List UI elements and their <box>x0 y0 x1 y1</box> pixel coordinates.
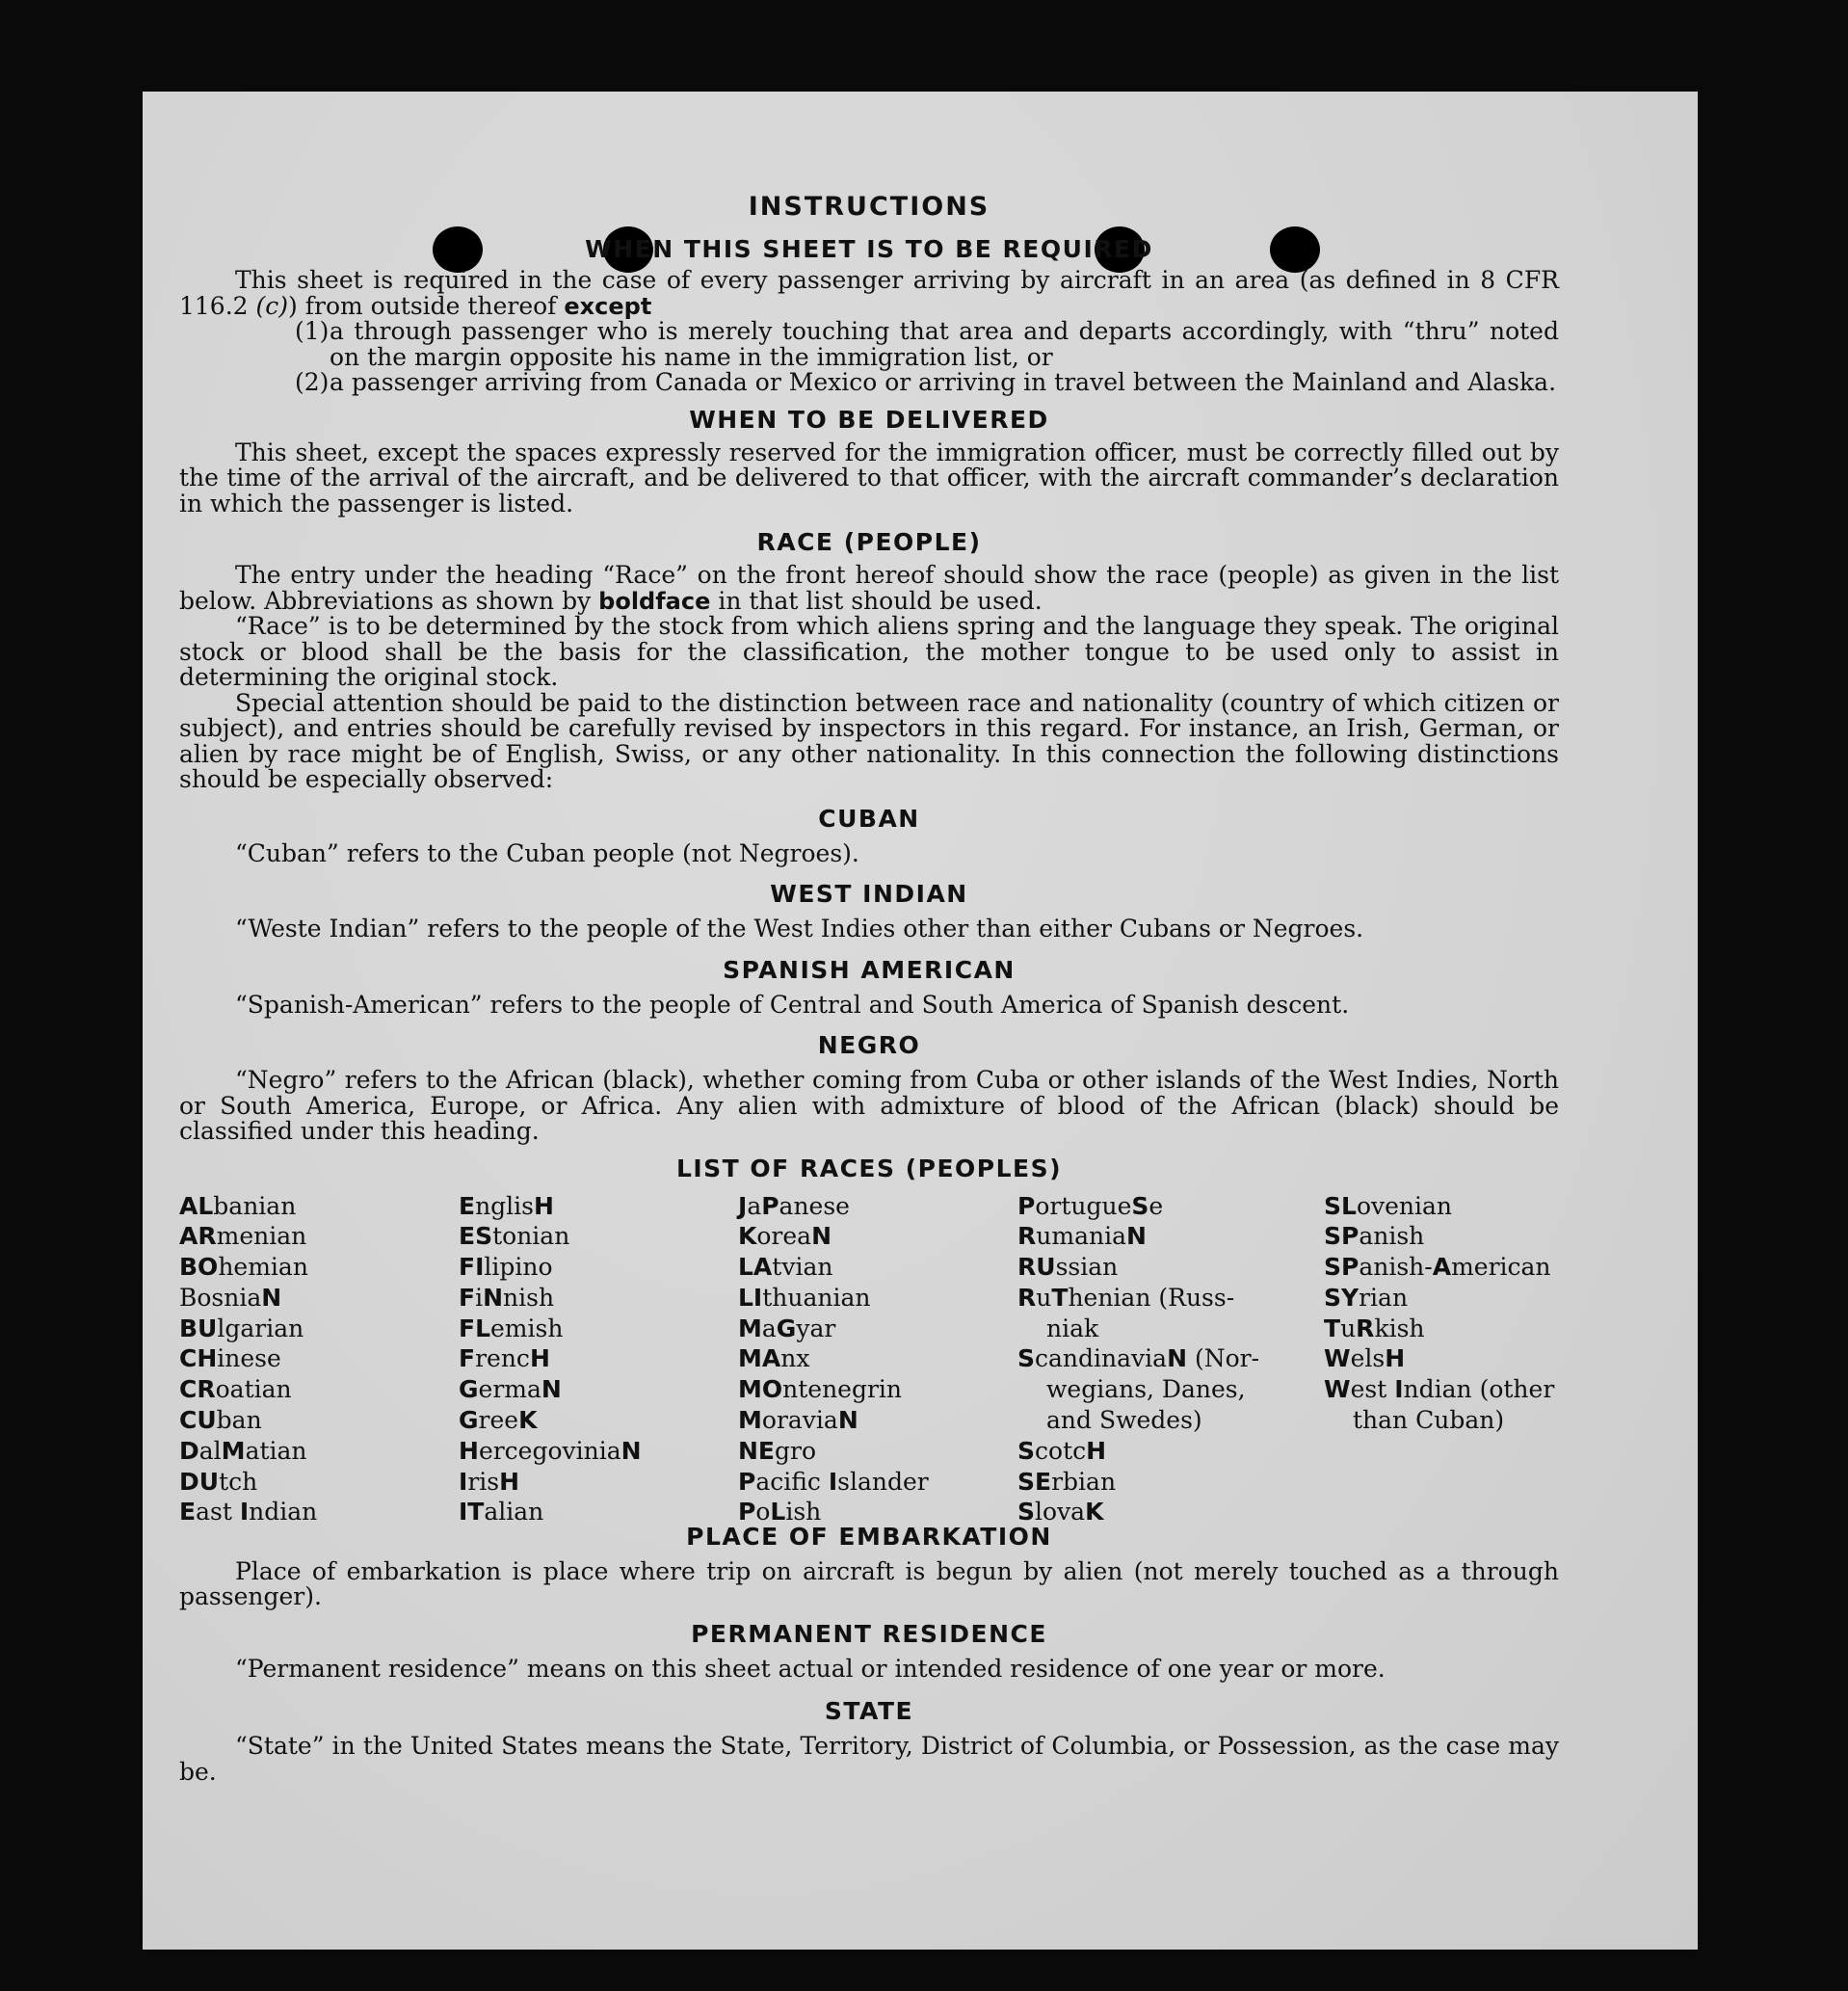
race-column-2 <box>459 1191 642 1528</box>
race-entry: RumaniaN <box>1017 1222 1147 1251</box>
race-entry: CUban <box>179 1406 262 1435</box>
race-entry: SlovaK <box>1017 1498 1104 1526</box>
race-entry: ScandinaviaN (Nor- <box>1017 1344 1260 1373</box>
race-entry: FIlipino <box>459 1253 553 1282</box>
race-entry: FiNnish <box>459 1283 555 1312</box>
heading-spanish-american: SPANISH AMERICAN <box>723 955 1016 984</box>
paragraph-cuban: “Cuban” refers to the Cuban people (not Negroes). <box>235 838 859 867</box>
race-entry: LIthuanian <box>738 1283 871 1312</box>
race-entry: RuThenian (Russ- <box>1017 1283 1235 1312</box>
race-entry: TuRkish <box>1324 1314 1425 1342</box>
paragraph-spanish-american: “Spanish-American” refers to the people of Central and South America of Spanish descent. <box>235 990 1350 1019</box>
heading-when-required: WHEN THIS SHEET IS TO BE REQUIRED <box>585 235 1153 263</box>
race-entry: SYrian <box>1324 1283 1409 1312</box>
heading-state: STATE <box>824 1697 914 1725</box>
exception-item-1: (1)a through passenger who is merely touching that area and departs accordingly, with “thru” noted on the margin opposite his name in the immigration list, or <box>295 317 1559 371</box>
page-title: INSTRUCTIONS <box>748 192 990 222</box>
race-entry: BUlgarian <box>179 1314 304 1342</box>
heading-embarkation: PLACE OF EMBARKATION <box>686 1522 1052 1551</box>
race-entry: SPanish-American <box>1324 1253 1551 1282</box>
race-entry: wegians, Danes, <box>1046 1375 1246 1404</box>
race-entry: IrisH <box>459 1467 520 1496</box>
heading-cuban: CUBAN <box>818 804 920 833</box>
race-entry: and Swedes) <box>1046 1406 1202 1435</box>
race-entry: East Indian <box>179 1498 318 1526</box>
race-entry: KoreaN <box>738 1222 832 1251</box>
heading-race: RACE (PEOPLE) <box>756 528 982 556</box>
race-entry: GreeK <box>459 1406 538 1435</box>
paragraph-negro: “Negro” refers to the African (black), whether coming from Cuba or other islands of the West Indies, North or South America, Europe, or Africa. Any alien with admixture of blood of the African (black) should be classified under this heading. <box>179 1066 1559 1145</box>
paragraph-permanent-residence: “Permanent residence” means on this sheet actual or intended residence of one year or more. <box>235 1654 1386 1683</box>
race-column-5 <box>1324 1191 1554 1436</box>
race-entry: MoraviaN <box>738 1406 858 1435</box>
race-entry: EStonian <box>459 1222 570 1251</box>
paragraph-when-required: This sheet is required in the case of every passenger arriving by aircraft in an area (as defined in 8 CFR 116.2 (c)) from outside thereof except <box>179 266 1559 320</box>
race-entry: SPanish <box>1324 1222 1425 1251</box>
heading-permanent-residence: PERMANENT RESIDENCE <box>691 1619 1047 1648</box>
race-column-1 <box>179 1191 317 1528</box>
race-entry: CHinese <box>179 1344 281 1373</box>
heading-negro: NEGRO <box>817 1031 921 1059</box>
race-entry: BosniaN <box>179 1283 282 1312</box>
paragraph-race-1: The entry under the heading “Race” on the front hereof should show the race (people) as given in the list below. Abbreviations as shown by boldface in that list should be used. <box>179 561 1559 615</box>
paragraph-state: “State” in the United States means the State, Territory, District of Columbia, or Possession, as the case may be. <box>179 1732 1559 1786</box>
paragraph-when-delivered: This sheet, except the spaces expressly reserved for the immigration officer, must be correctly filled out by the time of the arrival of the aircraft, and be delivered to that officer, with the aircraft commander’s declaration in which the passenger is listed. <box>179 438 1559 518</box>
race-entry: ITalian <box>459 1498 544 1526</box>
race-entry: JaPanese <box>738 1191 850 1220</box>
race-entry: PoLish <box>738 1498 822 1526</box>
race-entry: LAtvian <box>738 1253 833 1282</box>
paragraph-race-3: Special attention should be paid to the distinction between race and nationality (country of which citizen or subject), and entries should be carefully revised by inspectors in this regard. For instance, an Irish, German, or alien by race might be of English, Swiss, or any other nationality. In this connection the following distinctions should be especially observed: <box>179 688 1559 793</box>
race-entry: MOntenegrin <box>738 1375 903 1404</box>
race-entry: than Cuban) <box>1353 1406 1505 1435</box>
race-entry: DalMatian <box>179 1436 307 1465</box>
race-entry: RUssian <box>1017 1253 1119 1282</box>
race-entry: niak <box>1046 1314 1099 1342</box>
race-entry: DUtch <box>179 1467 258 1496</box>
race-entry: ScotcH <box>1017 1436 1107 1465</box>
race-entry: CRoatian <box>179 1375 292 1404</box>
race-entry: EnglisH <box>459 1191 554 1220</box>
race-column-4 <box>1017 1191 1259 1528</box>
race-entry: Pacific Islander <box>738 1467 929 1496</box>
race-entry: BOhemian <box>179 1253 308 1282</box>
instructions-content <box>179 193 1559 1785</box>
heading-west-indian: WEST INDIAN <box>770 880 968 908</box>
paragraph-embarkation: Place of embarkation is place where trip on aircraft is begun by alien (not merely touched as a through passenger). <box>179 1556 1559 1610</box>
paragraph-west-indian: “Weste Indian” refers to the people of the West Indies other than either Cubans or Negroes. <box>235 915 1364 942</box>
race-entry: SErbian <box>1017 1467 1117 1496</box>
race-entry: FrencH <box>459 1344 550 1373</box>
race-list <box>179 1191 1559 1526</box>
race-entry: ARmenian <box>179 1222 307 1251</box>
race-entry: WelsH <box>1324 1344 1406 1373</box>
heading-list-of-races: LIST OF RACES (PEOPLES) <box>675 1154 1063 1182</box>
paragraph-race-2: “Race” is to be determined by the stock from which aliens spring and the language they speak. The original stock or blood shall be the basis for the classification, the mother tongue to be used only to assist in determining the original stock. <box>179 612 1559 691</box>
race-entry: GermaN <box>459 1375 562 1404</box>
race-entry: FLemish <box>459 1314 564 1342</box>
race-entry: MAnx <box>738 1344 810 1373</box>
race-entry: HercegoviniaN <box>459 1436 642 1465</box>
race-entry: ALbanian <box>179 1191 297 1220</box>
race-entry: PortugueSe <box>1017 1191 1164 1220</box>
race-entry: West Indian (other <box>1324 1375 1555 1404</box>
race-entry: NEgro <box>738 1436 817 1465</box>
race-entry: MaGyar <box>738 1314 836 1342</box>
exception-item-2: (2)a passenger arriving from Canada or Mexico or arriving in travel between the Mainland and Alaska. <box>295 368 1557 396</box>
heading-when-delivered: WHEN TO BE DELIVERED <box>689 405 1049 434</box>
race-entry: SLovenian <box>1324 1191 1453 1220</box>
race-column-3 <box>738 1191 929 1528</box>
